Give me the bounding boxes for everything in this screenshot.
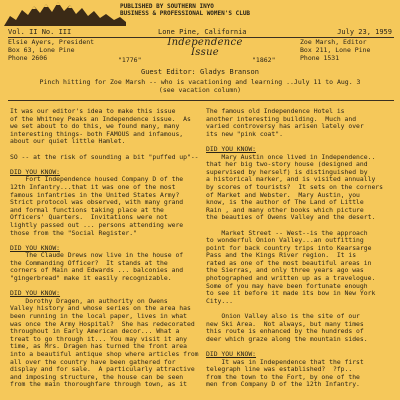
paragraph-line: throughout in Early American decor... What a [10, 327, 180, 336]
paragraph-line: those from the "Social Register." [10, 228, 137, 237]
paragraph-line: lightly passed out ... persons attending were [10, 220, 184, 229]
location: Lone Pine, California [158, 28, 247, 36]
paragraph-line: Officers' Quarters. Invitations were not [10, 213, 168, 222]
paragraph-line: all over the country have been gathered for [10, 357, 176, 366]
mountain-silhouette [4, 2, 126, 26]
paragraph-line: and formal functions taking place at the [10, 205, 164, 214]
paragraph-line: men from Company D of the 12th Infantry. [206, 380, 360, 389]
paragraph-line: was once the Army Hospital? She has redecorated [10, 319, 195, 328]
paragraph-line: treat to go through it... You may visit it any [10, 334, 187, 343]
paragraph-line: Onion Valley also is the site of our [206, 312, 360, 321]
paragraph-line: the beauties of Owens Valley and the desert. [206, 213, 376, 222]
paragraph-line: that her big two-story house (designed and [206, 160, 368, 169]
paragraph-line: "gingerbread" make it easily recognizable. [10, 274, 172, 283]
paragraph-line: photographed and written up as a travelogue. [206, 274, 376, 283]
paragraph-line: 12th Infantry...that it was one of the most [10, 182, 176, 191]
right-column [206, 108, 398, 397]
header-rule [8, 100, 394, 101]
year-1776: "1776" [118, 56, 142, 64]
mountain-range-logo [4, 0, 126, 26]
paragraph-line: from the town to the Fort, by one of the [206, 372, 360, 381]
article-paragraph [206, 108, 398, 138]
editor-phone: Phone 1531 [300, 54, 340, 62]
paragraph-line: been running in the local paper, lives in what [10, 312, 187, 321]
did-you-know-heading: DID YOU KNOW: [10, 243, 61, 252]
article-paragraph [206, 313, 398, 343]
editor-address: Box 211, Lone Pine [300, 46, 371, 54]
paragraph-line: Valley history and whose series on the area has [10, 304, 191, 313]
article-paragraph [206, 154, 398, 222]
paragraph-line: Pass and the Kings River region. It is [206, 251, 357, 260]
paragraph-line: It was in Independence that the first [206, 357, 364, 366]
paragraph-line: a historical marker, and is visited annually [206, 175, 376, 184]
paragraph-line: telegraph line was established? ?fp.. [206, 365, 353, 374]
paragraph-line: and imposing structure, the house can be seen [10, 372, 184, 381]
paragraph-line: we set about to do this, we found many, many [10, 122, 180, 131]
vacation-column-note: (see vacation column) [158, 86, 242, 94]
paragraph-line: to wonderful Onion Valley...an outfitting [206, 236, 364, 245]
article-paragraph [10, 252, 200, 282]
paragraph-line: to see it before it made its bow in New York [206, 289, 376, 298]
issue-date: July 23, 1959 [337, 28, 392, 36]
paragraph-line: corners of Main and Edwards ... balconies and [10, 266, 184, 275]
paragraph-line: varied controversy has arisen lately over [206, 122, 364, 131]
paragraph-line: point for back country trips into Kearsarge [206, 243, 372, 252]
independence-issue-title: Independence Issue [167, 37, 243, 58]
did-you-know-heading: DID YOU KNOW: [206, 350, 257, 358]
paragraph-line: deer which graze along the mountain sides. [206, 334, 368, 343]
editor-block [300, 38, 396, 62]
paragraph-line: new Ski Area. Not always, but many times [206, 319, 364, 328]
paragraph-line: Dorothy Dragen, an authority on Owens [10, 296, 168, 305]
did-you-know-heading: DID YOU KNOW: [10, 167, 61, 176]
paragraph-line: time, as Mrs. Dragen has turned the front area [10, 342, 187, 351]
paragraph-line: Strict protocol was observed, with many grand [10, 198, 184, 207]
paragraph-line: of Market and Webster. Mary Austin, you [206, 190, 360, 199]
paragraph-line: from the main thoroughfare through town, as it [10, 380, 187, 389]
paragraph-line: City... [206, 296, 233, 305]
article-paragraph [10, 176, 200, 237]
president-phone: Phone 2606 [8, 54, 48, 62]
paragraph-line: of the Whitney Peaks an Independence issue. As [10, 114, 191, 123]
year-1862: "1862" [252, 56, 276, 64]
pinch-hitting-line: Pinch hitting for Zoe Marsh -- who is vacationing and learning ..July 11 to Aug. 3 [39, 78, 361, 86]
article-paragraph [10, 298, 200, 389]
paragraph-line: into a beautiful antique shop where articles from [10, 350, 199, 358]
publisher-block [120, 3, 270, 17]
volume-number: Vol. II No. III [8, 28, 72, 36]
president-block [8, 38, 128, 62]
paragraph-line: rated as one of the most beautiful areas in [206, 258, 372, 267]
paragraph-line: Rain , and many other books which picture [206, 205, 364, 214]
paragraph-line: Market Street -- West--is the approach [206, 228, 368, 237]
paragraph-line: by scores of tourists? It sets on the corners [206, 182, 383, 191]
paragraph-line: know, is the author of The Land of Little [206, 198, 364, 207]
article-paragraph [206, 230, 398, 306]
paragraph-line: supervised by herself) is distinguished by [206, 167, 368, 176]
paragraph-line: the Commanding Officer? It stands at the [10, 258, 168, 267]
paragraph-line: Some of you may have been fortunate enough [206, 281, 368, 290]
publisher-line-2: BUSINESS & PROFESSIONAL WOMEN'S CLUB [120, 10, 251, 17]
article-paragraph [10, 108, 200, 146]
paragraph-line: famous infantries in the United States Army? [10, 190, 180, 199]
president-name: Elsie Ayers, President [8, 38, 95, 46]
did-you-know-heading: DID YOU KNOW: [206, 144, 257, 153]
snow-caps [32, 2, 72, 9]
paragraph-line: interesting things- both FAMOUS and infamous, [10, 129, 184, 138]
paragraph-line: It was our editor's idea to make this issue [10, 107, 176, 115]
paragraph-line: The Claude Drews now live in the house of [10, 251, 184, 260]
paragraph-line: this route is enhanced by the hundreds of [206, 327, 364, 336]
paragraph-line: the Sierras, and only three years ago was [206, 266, 364, 275]
left-column [10, 108, 200, 397]
editor-name: Zoe Marsh, Editor [300, 38, 367, 46]
paragraph-line: display and for sale. A particularly attractive [10, 365, 195, 374]
publisher-line-1: PUBLISHED BY SOUTHERN INYO [120, 3, 214, 10]
paragraph-line: The famous old Independence Hotel is [206, 107, 345, 115]
paragraph-line: Mary Austin once lived in Independence.. [206, 152, 376, 161]
paragraph-line: another interesting building. Much and [206, 114, 357, 123]
paragraph-line: SO -- at the risk of sounding a bit "puffed up"-- [10, 152, 199, 161]
did-you-know-heading: DID YOU KNOW: [10, 289, 61, 298]
guest-editor-line: Guest Editor: Gladys Branson [140, 68, 259, 76]
paragraph-line: its new "pink coat". [206, 129, 283, 138]
issue-info-row [8, 28, 396, 37]
president-address: Box 63, Lone Pine [8, 46, 75, 54]
paragraph-line: Fort Independence housed Company D of the [10, 175, 184, 184]
paragraph-line: about our quiet little Hamlet. [10, 137, 126, 146]
article-paragraph [206, 359, 398, 389]
article-paragraph [10, 154, 200, 162]
